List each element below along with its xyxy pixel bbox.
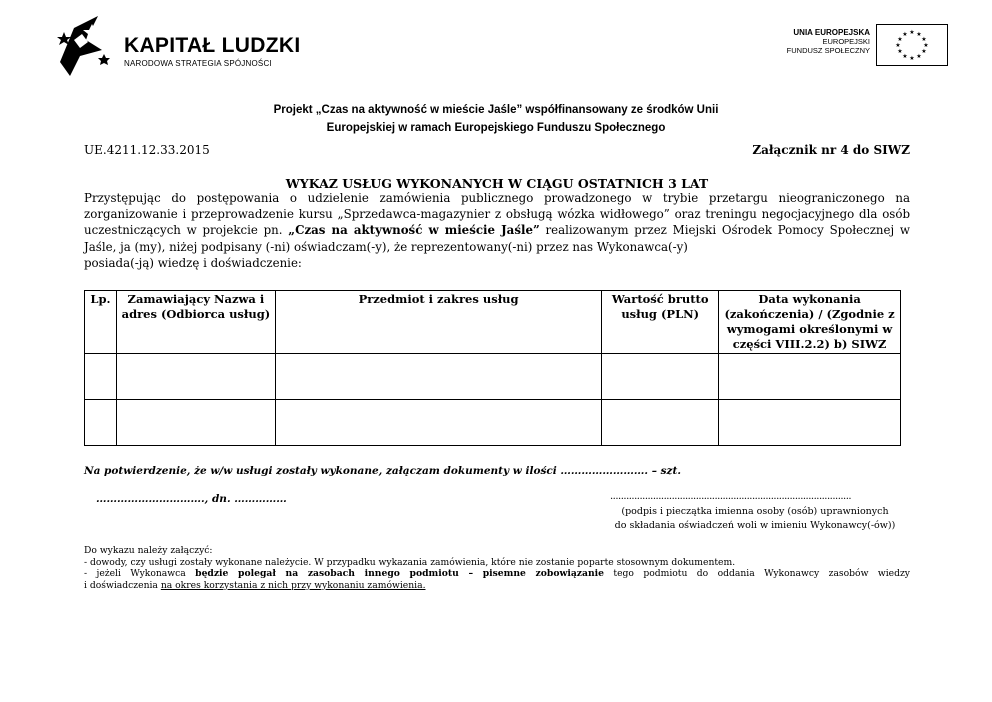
notes-item-2 <box>84 568 910 580</box>
program-subtitle: NARODOWA STRATEGIA SPÓJNOŚCI <box>124 59 272 68</box>
svg-text:★: ★ <box>916 53 922 60</box>
column-header-completion-date: Data wykonania (zakończenia) / (Zgodnie z wymogami określonymi w części VIII.2.2) b) SIWZ <box>719 291 901 354</box>
table-cell[interactable] <box>719 354 901 400</box>
signature-caption-line-2: do składania oświadczeń woli w imieniu Wykonawcy(-ów)) <box>614 520 896 531</box>
signature-line: .......................................................................................... <box>610 491 852 502</box>
notes-title: Do wykazu należy załączyć: <box>84 545 213 556</box>
eu-line-3: FUNDUSZ SPOŁECZNY <box>786 46 870 55</box>
svg-text:★: ★ <box>902 31 908 38</box>
column-header-gross-value: Wartość brutto usług (PLN) <box>602 291 719 354</box>
table-cell[interactable] <box>719 400 901 446</box>
annex-label: Załącznik nr 4 do SIWZ <box>752 143 910 157</box>
table-cell[interactable] <box>116 354 275 400</box>
eu-line-2: EUROPEJSKI <box>822 37 870 46</box>
signature-caption-line-1: (podpis i pieczątka imienna osoby (osób) uprawnionych <box>621 506 889 517</box>
svg-text:★: ★ <box>909 29 915 36</box>
svg-text:★: ★ <box>909 55 915 62</box>
notes-item-2-bold: będzie polegał na zasobach innego podmiotu – pisemne zobowiązanie <box>195 568 604 579</box>
intro-project-name: „Czas na aktywność w mieście Jaśle” <box>288 223 540 238</box>
svg-text:★: ★ <box>921 48 927 55</box>
table-row <box>85 354 901 400</box>
services-table <box>84 290 901 446</box>
svg-text:★: ★ <box>897 48 903 55</box>
notes-item-2-continued <box>84 580 910 592</box>
column-header-lp: Lp. <box>85 291 117 354</box>
svg-text:★: ★ <box>923 42 929 49</box>
confirmation-statement: Na potwierdzenie, że w/w usługi zostały wykonane, załączam dokumenty w ilości ……………………. – szt. <box>84 465 682 477</box>
notes-item-1: - dowody, czy usługi zostały wykonane należycie. W przypadku wykazania zamówienia, które nie zostanie poparte stosownym dokumentem. <box>84 556 736 568</box>
column-header-subject: Przedmiot i zakres usług <box>275 291 601 354</box>
eu-fund-text <box>787 28 870 55</box>
svg-text:★: ★ <box>895 42 901 49</box>
notes-item-2-text-c: tego podmiotu do oddania Wykonawcy zasobów wiedzy <box>604 568 910 579</box>
kapital-ludzki-emblem-icon <box>52 10 116 80</box>
svg-text:★: ★ <box>916 31 922 38</box>
table-row <box>85 400 901 446</box>
eu-flag-icon <box>876 24 948 66</box>
document-heading: WYKAZ USŁUG WYKONANYCH W CIĄGU OSTATNICH 3 LAT <box>285 176 709 191</box>
intro-paragraph <box>84 190 910 271</box>
intro-text-3: posiada(-ją) wiedzę i doświadczenie: <box>84 255 302 270</box>
table-cell[interactable] <box>85 354 117 400</box>
table-cell[interactable] <box>602 354 719 400</box>
svg-text:★: ★ <box>897 36 903 43</box>
project-line-2: Europejskiej w ramach Europejskiego Funduszu Społecznego <box>326 122 666 134</box>
eu-logo <box>760 24 952 70</box>
reference-number: UE.4211.12.33.2015 <box>84 143 210 157</box>
intro-text-1: Przystępując do postępowania o udzielenie zamówienia publicznego prowadzonego w trybie przetargu nieograniczonego na zorganizowanie i przeprowadzenie kursu „Sprzedawca-magazynier z obsługą wózka widłowego” oraz treningu negocjacyjnego dla osób uczestniczących w projekcie pn. <box>84 191 910 238</box>
table-header-row <box>85 291 901 354</box>
intro-text-2: realizowanym przez Miejski Ośrodek Pomocy Społecznej w Jaśle, ja (my), niżej podpisany (-ni) oświadczam(-y), że reprezentowany(-ni) przez nas Wykonawca(-y) <box>84 223 910 254</box>
notes-item-2-text-d: i doświadczenia <box>84 579 161 591</box>
table-cell[interactable] <box>602 400 719 446</box>
svg-text:★: ★ <box>902 53 908 60</box>
program-title: KAPITAŁ LUDZKI <box>124 34 301 57</box>
table-cell[interactable] <box>275 400 601 446</box>
project-line-1: Projekt „Czas na aktywność w mieście Jaśle” współfinansowany ze środków Unii <box>273 104 719 116</box>
attachment-notes <box>84 545 910 591</box>
kapital-ludzki-logo <box>52 10 342 80</box>
notes-item-2-underlined: na okres korzystania z nich przy wykonaniu zamówienia. <box>160 579 426 591</box>
notes-item-2-text-a: - jeżeli Wykonawca <box>84 568 196 579</box>
project-statement <box>140 101 852 137</box>
signature-caption <box>605 505 905 533</box>
column-header-ordering-party: Zamawiający Nazwa i adres (Odbiorca usług) <box>116 291 275 354</box>
place-and-date-field: …………………………., dn. …………… <box>96 493 287 505</box>
table-cell[interactable] <box>275 354 601 400</box>
table-cell[interactable] <box>116 400 275 446</box>
eu-line-1: UNIA EUROPEJSKA <box>793 28 870 37</box>
table-cell[interactable] <box>85 400 117 446</box>
svg-text:★: ★ <box>921 36 927 43</box>
